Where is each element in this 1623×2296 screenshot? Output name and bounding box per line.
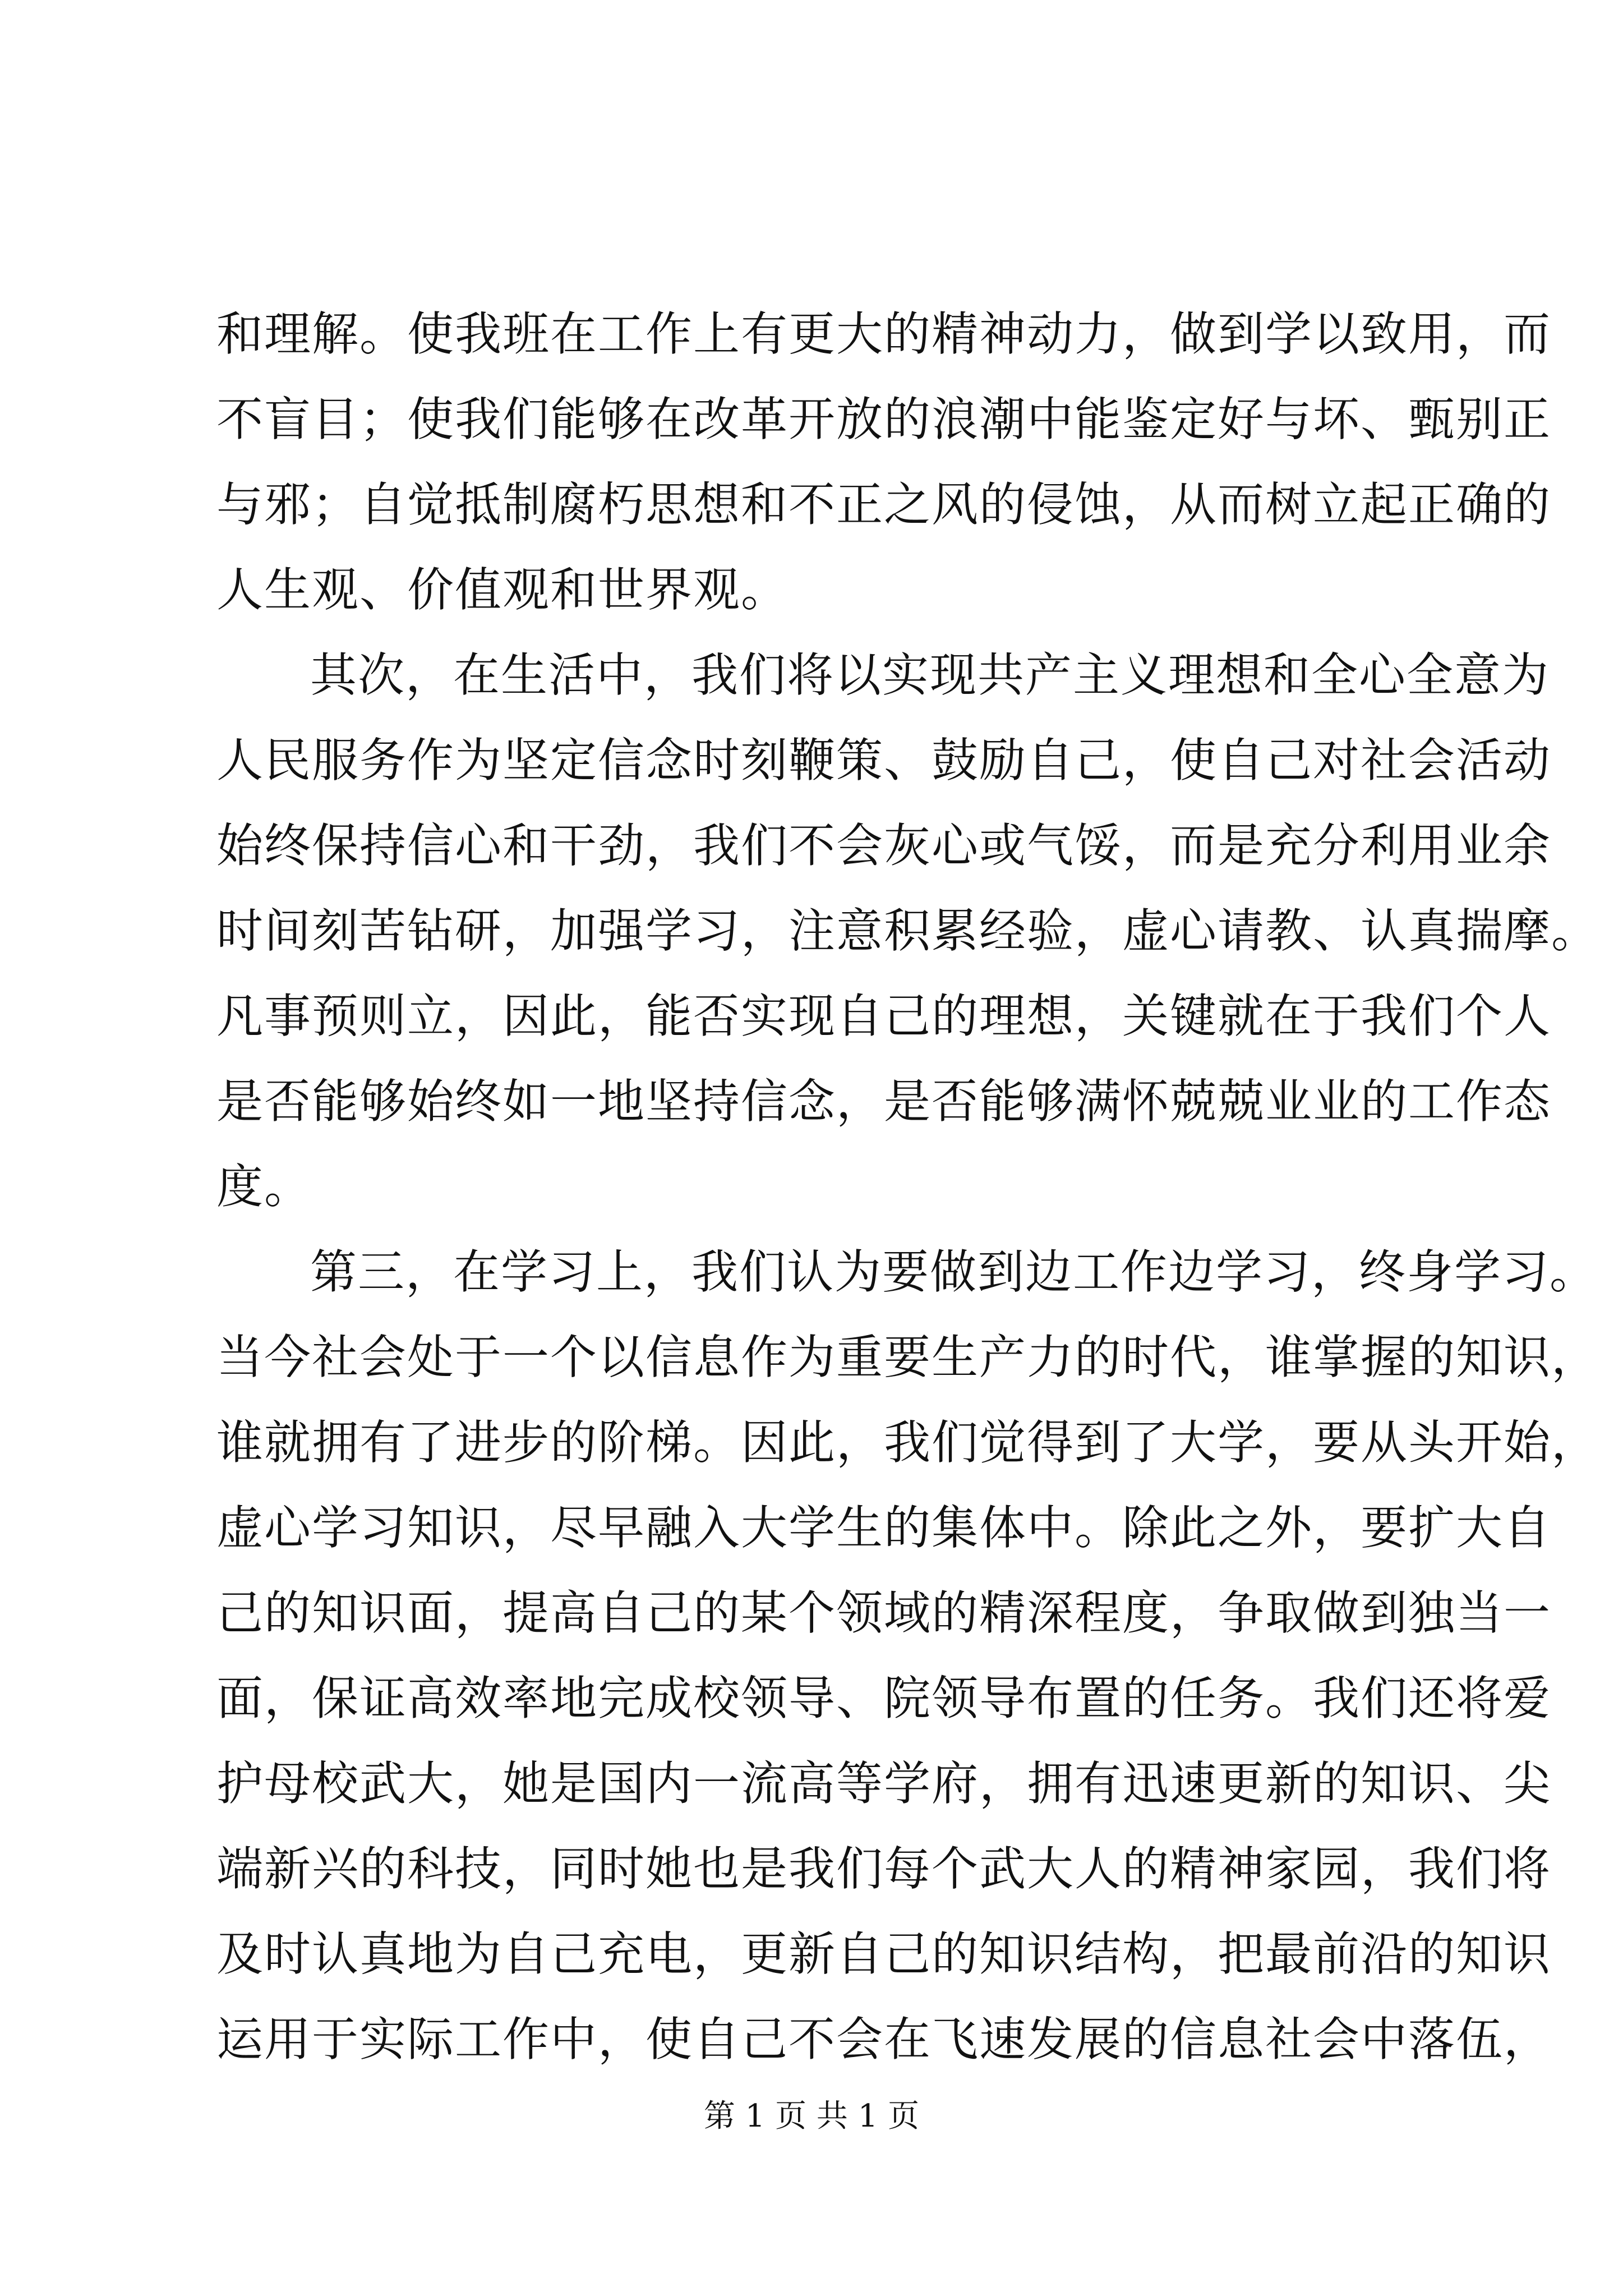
paragraph-start-line: 其次，在生活中，我们将以实现共产主义理想和全心全意为 [310,648,1550,702]
text-line: 与邪；自觉抵制腐朽思想和不正之风的侵蚀，从而树立起正确的 [216,477,1551,532]
text-line: 当今社会处于一个以信息作为重要生产力的时代，谁掌握的知识， [216,1330,1599,1384]
page-footer [0,2097,1623,2136]
paragraph-start-line: 第三，在学习上，我们认为要做到边工作边学习，终身学习。 [310,1245,1597,1299]
text-line: 始终保持信心和干劲，我们不会灰心或气馁，而是充分利用业余 [216,818,1551,873]
text-line: 谁就拥有了进步的阶梯。因此，我们觉得到了大学，要从头开始， [216,1415,1599,1470]
text-line: 和理解。使我班在工作上有更大的精神动力，做到学以致用，而 [216,307,1551,361]
text-line: 不盲目；使我们能够在改革开放的浪潮中能鉴定好与坏、甄别正 [216,392,1551,447]
text-line: 及时认真地为自己充电，更新自己的知识结构，把最前沿的知识 [216,1927,1551,1981]
text-line: 面，保证高效率地完成校领导、院领导布置的任务。我们还将爱 [216,1671,1551,1726]
text-line: 时间刻苦钻研，加强学习，注意积累经验，虚心请教、认真揣摩。 [216,904,1599,958]
text-line: 运用于实际工作中，使自己不会在飞速发展的信息社会中落伍， [216,2012,1551,2067]
text-line: 是否能够始终如一地坚持信念，是否能够满怀兢兢业业的工作态 [216,1074,1551,1129]
text-line: 护母校武大，她是国内一流高等学府，拥有迅速更新的知识、尖 [216,1756,1551,1811]
page-number-label: 第 1 页 共 1 页 [703,2098,920,2134]
text-line: 己的知识面，提高自己的某个领域的精深程度，争取做到独当一 [216,1586,1551,1640]
text-line: 人生观、价值观和世界观。 [216,563,789,617]
text-line: 端新兴的科技，同时她也是我们每个武大人的精神家园，我们将 [216,1842,1551,1896]
text-line: 凡事预则立，因此，能否实现自己的理想，关键就在于我们个人 [216,989,1551,1043]
text-line: 度。 [216,1159,312,1214]
text-line: 虚心学习知识，尽早融入大学生的集体中。除此之外，要扩大自 [216,1501,1551,1555]
document-body [216,292,1599,2082]
text-line: 人民服务作为坚定信念时刻鞭策、鼓励自己，使自己对社会活动 [216,733,1551,788]
